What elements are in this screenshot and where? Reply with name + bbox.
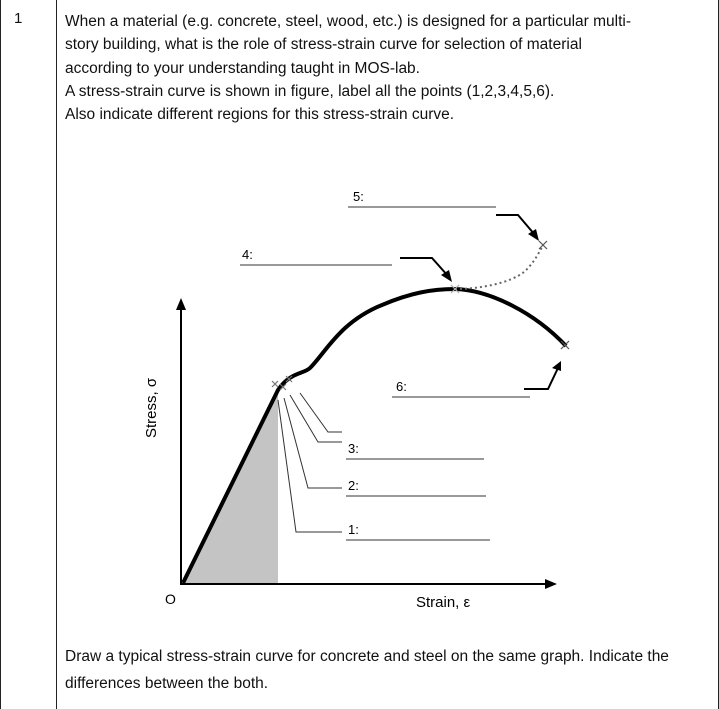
answer-lines: [240, 207, 530, 540]
question-line: according to your understanding taught in MOS-lab.: [65, 59, 420, 77]
follow-up-question: Draw a typical stress-strain curve for concrete and steel on the same graph. Indicate the differences between the both.: [65, 648, 669, 692]
question-line: story building, what is the role of stress-strain curve for selection of material: [65, 36, 582, 54]
label-arrows: [400, 215, 558, 389]
point-label-3: 3:: [348, 441, 359, 456]
point-label-2: 2:: [348, 478, 359, 493]
question-number: 1: [14, 10, 23, 27]
question-line: When a material (e.g. concrete, steel, wood, etc.) is designed for a particular multi-: [65, 13, 631, 30]
point-label-5: 5:: [353, 189, 364, 204]
arrow-head-6: [552, 361, 561, 371]
y-axis-label: Stress, σ: [143, 377, 160, 438]
true-stress-curve: [455, 245, 543, 289]
arrow-head-5: [528, 229, 539, 241]
x-axis-label: Strain, ε: [416, 594, 471, 611]
point-label-1: 1:: [348, 522, 359, 537]
x-axis-arrow: [545, 579, 557, 589]
question-line: A stress-strain curve is shown in figure, label all the points (1,2,3,4,5,6).: [65, 82, 555, 100]
arrow-head-4: [441, 270, 452, 282]
point-label-4: 4:: [242, 247, 253, 262]
y-axis-arrow: [176, 298, 186, 310]
leader-lines: [278, 393, 342, 532]
question-line: Also indicate different regions for this stress-strain curve.: [65, 106, 455, 124]
origin-label: O: [165, 591, 176, 607]
point-label-6: 6:: [396, 379, 407, 394]
